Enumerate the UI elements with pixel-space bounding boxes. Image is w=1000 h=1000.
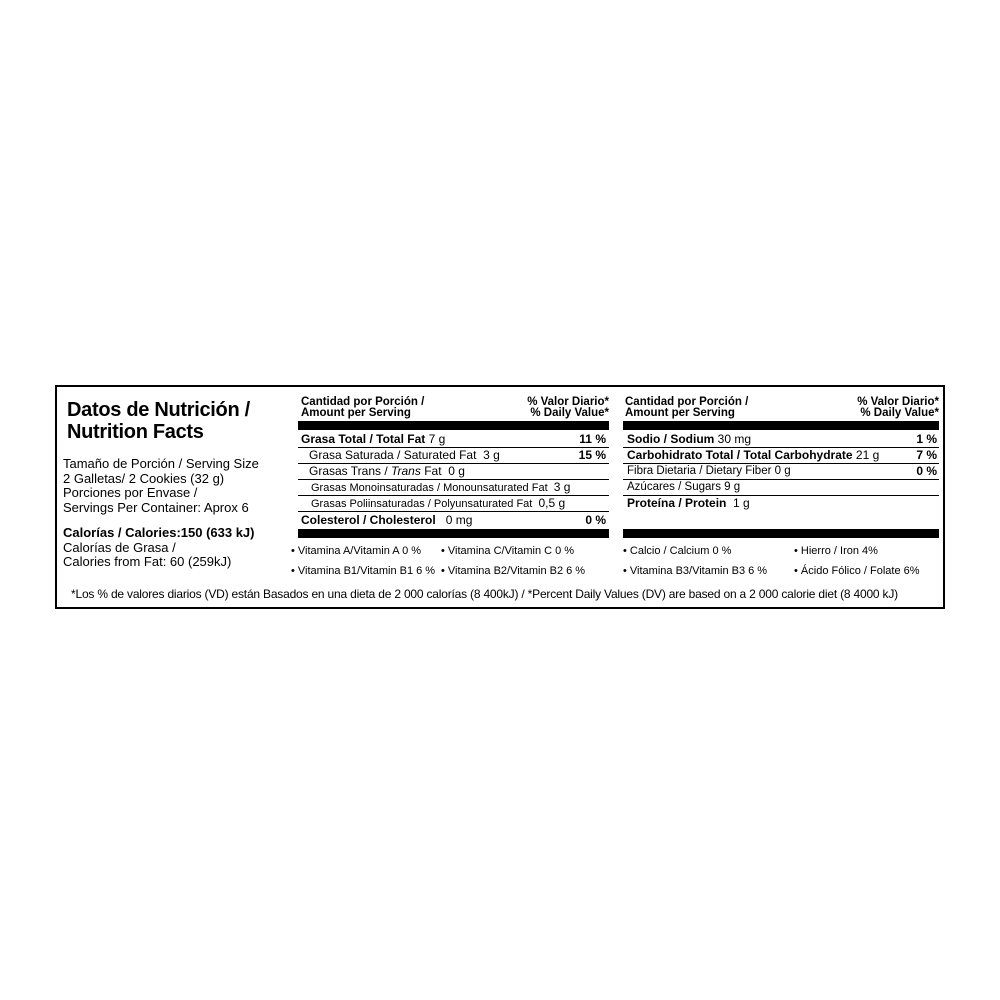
nutrient-dv: 0 % bbox=[585, 513, 606, 527]
calories-fat-value: Calories from Fat: 60 (259kJ) bbox=[63, 554, 232, 569]
nutrient-amount: 9 g bbox=[724, 481, 741, 493]
vitamin-text: Vitamina B2/Vitamin B2 6 % bbox=[447, 565, 586, 577]
nutrient-label: Azúcares / Sugars bbox=[627, 481, 721, 493]
nutrient-dv: 7 % bbox=[916, 448, 937, 462]
nutrient-amount: 1 g bbox=[733, 496, 750, 510]
row-sodium bbox=[627, 431, 937, 447]
row-sugars bbox=[627, 479, 740, 495]
row-polyunsaturated-fat bbox=[311, 495, 565, 511]
nutrient-amount: 3 g bbox=[553, 480, 571, 494]
nutrient-amount: 30 mg bbox=[717, 432, 752, 446]
bullet: • bbox=[441, 565, 445, 577]
col2-dv-header-en: % Daily Value* bbox=[860, 407, 939, 419]
nutrient-amount: 0 g bbox=[774, 465, 791, 477]
iron bbox=[794, 545, 878, 558]
vitamin-a bbox=[291, 545, 421, 558]
nutrient-label: Grasas Poliinsaturadas / Polyunsaturated Fat bbox=[311, 498, 533, 510]
nutrient-dv: 15 % bbox=[578, 448, 606, 462]
col1-amount-header-en: Amount per Serving bbox=[301, 407, 411, 419]
calories-fat-label: Calorías de Grasa / bbox=[63, 539, 176, 555]
bullet: • bbox=[623, 545, 627, 557]
row-total-fat bbox=[301, 431, 606, 447]
nutrition-label bbox=[55, 385, 945, 609]
bullet: • bbox=[441, 545, 445, 557]
vitamin-text: Vitamina C/Vitamin C 0 % bbox=[447, 545, 575, 557]
vitamin-text: Vitamina B1/Vitamin B1 6 % bbox=[297, 565, 436, 577]
nutrient-dv: 0 % bbox=[916, 464, 937, 478]
vitamin-text: Calcio / Calcium 0 % bbox=[629, 545, 732, 557]
nutrient-amount: 3 g bbox=[483, 448, 500, 462]
row-monounsaturated-fat bbox=[311, 479, 570, 495]
nutrient-amount: 0 mg bbox=[445, 513, 473, 527]
bullet: • bbox=[623, 565, 627, 577]
row-trans-fat bbox=[309, 463, 465, 479]
label-title bbox=[67, 399, 250, 443]
folate bbox=[794, 565, 920, 578]
row-dietary-fiber bbox=[627, 463, 937, 479]
row-total-carbohydrate bbox=[627, 447, 937, 463]
servings-per-container-value: Servings Per Container: Aprox 6 bbox=[63, 499, 249, 515]
vitamin-text: Ácido Fólico / Folate 6% bbox=[800, 565, 920, 577]
bullet: • bbox=[794, 545, 798, 557]
nutrient-label: Grasas Monoinsaturadas / Monounsaturated Fat bbox=[311, 482, 548, 494]
col2-dv-header bbox=[827, 397, 939, 419]
calories-info bbox=[63, 526, 293, 570]
nutrient-amount: 0 g bbox=[448, 464, 465, 478]
nutrient-label-italic: Trans bbox=[391, 464, 421, 478]
nutrient-label: Grasa Total / Total Fat bbox=[301, 432, 426, 446]
row-protein bbox=[627, 495, 750, 511]
vitamin-b2 bbox=[441, 565, 585, 578]
nutrient-amount: 7 g bbox=[428, 432, 446, 446]
nutrient-label: Carbohidrato Total / Total Carbohydrate bbox=[627, 448, 853, 462]
calories-value: Calorías / Calories:150 (633 kJ) bbox=[63, 525, 255, 540]
vitamin-c bbox=[441, 545, 574, 558]
col1-top-bar bbox=[298, 421, 609, 430]
col1-amount-header bbox=[301, 397, 424, 419]
col2-dv-header-es: % Valor Diario* bbox=[857, 396, 939, 408]
title-es: Datos de Nutrición / bbox=[67, 399, 250, 421]
col1-amount-header-es: Cantidad por Porción / bbox=[301, 396, 425, 408]
col2-top-bar bbox=[623, 421, 939, 430]
row-cholesterol bbox=[301, 512, 606, 528]
col1-dv-header-en: % Daily Value* bbox=[530, 407, 609, 419]
col2-amount-header-en: Amount per Serving bbox=[625, 407, 735, 419]
serving-size-value: 2 Galletas/ 2 Cookies (32 g) bbox=[63, 470, 225, 486]
vitamin-b3 bbox=[623, 565, 767, 578]
vitamin-text: Vitamina B3/Vitamin B3 6 % bbox=[629, 565, 768, 577]
nutrient-label: Fibra Dietaria / Dietary Fiber bbox=[627, 465, 772, 477]
serving-info bbox=[63, 457, 293, 515]
nutrient-label: Grasa Saturada / Saturated Fat bbox=[309, 448, 477, 462]
row-saturated-fat bbox=[309, 447, 606, 463]
vitamin-text: Hierro / Iron 4% bbox=[800, 545, 878, 557]
vitamin-b1 bbox=[291, 565, 435, 578]
nutrient-label: Colesterol / Cholesterol bbox=[301, 513, 436, 527]
daily-value-footnote: *Los % de valores diarios (VD) están Basados en una dieta de 2 000 calorías (8 400kJ) / *Percent Daily Values (DV) are based on a 2 000 calorie diet (8 4000 kJ) bbox=[71, 587, 898, 601]
nutrient-amount: 21 g bbox=[855, 448, 880, 462]
calcium bbox=[623, 545, 731, 558]
bullet: • bbox=[291, 545, 295, 557]
nutrient-amount: 0,5 g bbox=[538, 496, 566, 510]
bullet: • bbox=[291, 565, 295, 577]
title-en: Nutrition Facts bbox=[67, 421, 204, 443]
vitamin-text: Vitamina A/Vitamin A 0 % bbox=[297, 545, 422, 557]
nutrient-label: Grasas Trans / bbox=[309, 464, 388, 478]
bullet: • bbox=[794, 565, 798, 577]
col2-amount-header bbox=[625, 397, 748, 419]
col2-amount-header-es: Cantidad por Porción / bbox=[625, 396, 749, 408]
nutrient-dv: 11 % bbox=[579, 432, 606, 446]
serving-size-label: Tamaño de Porción / Serving Size bbox=[63, 456, 259, 471]
col1-bottom-bar bbox=[298, 529, 609, 538]
servings-per-container-label: Porciones por Envase / bbox=[63, 485, 198, 500]
nutrient-label-rest: Fat bbox=[424, 464, 442, 478]
col2-bottom-bar bbox=[623, 529, 939, 538]
col1-dv-header bbox=[497, 397, 609, 419]
nutrient-dv: 1 % bbox=[916, 432, 937, 446]
nutrient-label: Sodio / Sodium bbox=[627, 432, 715, 446]
nutrient-label: Proteína / Protein bbox=[627, 496, 727, 510]
col1-dv-header-es: % Valor Diario* bbox=[527, 396, 609, 408]
